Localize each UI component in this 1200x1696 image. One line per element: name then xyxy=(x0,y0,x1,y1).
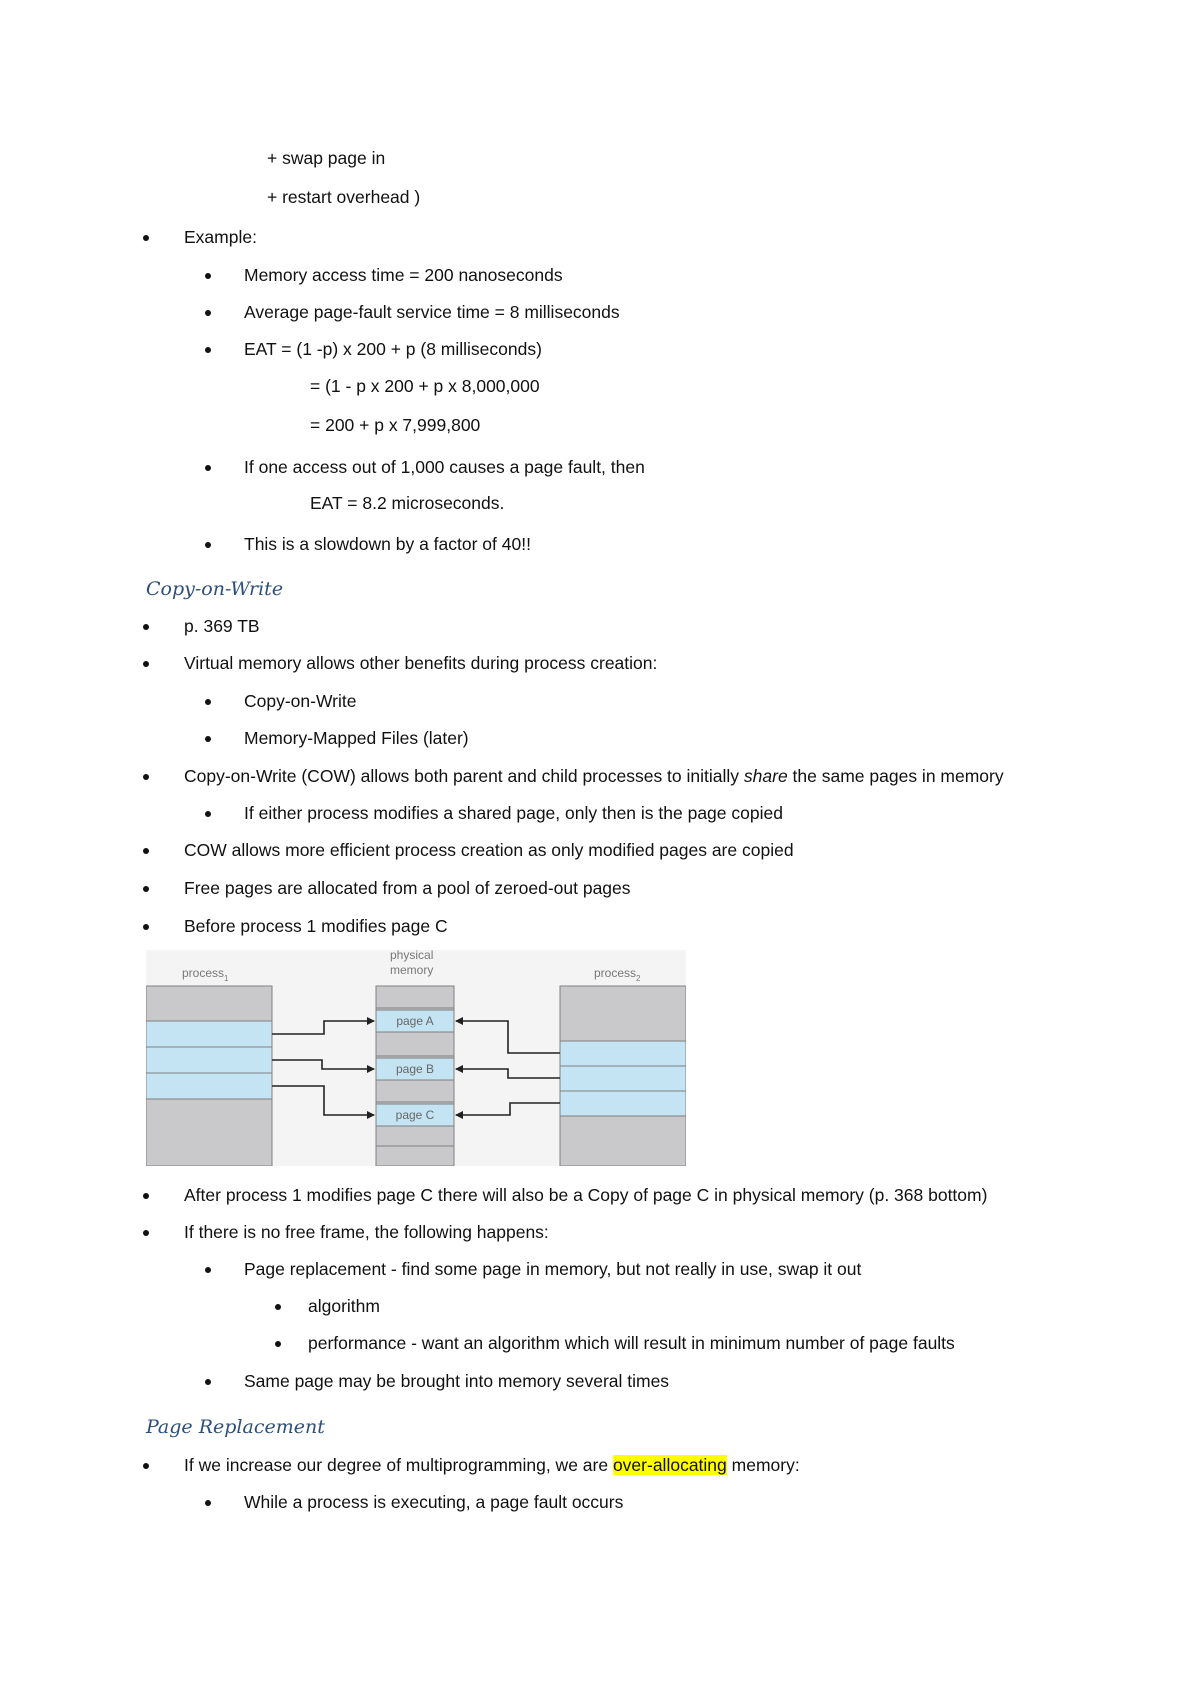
bullet-icon xyxy=(205,1500,211,1506)
eat-formula-text: EAT = (1 -p) x 200 + p (8 milliseconds) xyxy=(244,339,542,359)
process2-page-b xyxy=(560,1066,686,1091)
process1-page-a xyxy=(146,1021,272,1047)
page-c-label: page C xyxy=(395,1108,435,1122)
cow-heading: Copy-on-Write xyxy=(146,578,284,600)
bullet-icon xyxy=(205,736,211,742)
bullet-icon xyxy=(143,1193,149,1199)
bullet-icon xyxy=(205,273,211,279)
cow-diagram xyxy=(146,950,686,1166)
bullet-icon xyxy=(143,924,149,930)
cow-allows-after: the same pages in memory xyxy=(787,766,1004,786)
process2-label: process$_2$ xyxy=(594,966,641,983)
one-in-thousand-text: If one access out of 1,000 causes a page fault, then xyxy=(244,457,645,477)
bullet-icon xyxy=(275,1341,281,1347)
bullet-icon xyxy=(143,774,149,780)
algorithm-text: algorithm xyxy=(308,1296,380,1316)
no-free-frame-text: If there is no free frame, the following happens: xyxy=(184,1222,549,1242)
after-modifies-text: After process 1 modifies page C there will also be a Copy of page C in physical memory (p. 368 bottom) xyxy=(184,1185,988,1205)
cow-allows-before: Copy-on-Write (COW) allows both parent and child processes to initially xyxy=(184,766,744,786)
eat-result: EAT = 8.2 microseconds. xyxy=(310,493,505,513)
example-label: Example: xyxy=(184,227,257,247)
performance-text: performance - want an algorithm which will result in minimum number of page faults xyxy=(308,1333,955,1353)
eat-step-2: = (1 - p x 200 + p x 8,000,000 xyxy=(310,376,540,396)
bullet-icon xyxy=(205,1267,211,1273)
bullet-icon xyxy=(143,624,149,630)
bullet-icon xyxy=(205,811,211,817)
same-page-text: Same page may be brought into memory several times xyxy=(244,1371,670,1391)
bullet-icon xyxy=(275,1304,281,1310)
eat-step-3: = 200 + p x 7,999,800 xyxy=(310,415,481,435)
benefit-mmf-text: Memory-Mapped Files (later) xyxy=(244,728,469,748)
before-modifies-text: Before process 1 modifies page C xyxy=(184,916,448,936)
bullet-icon xyxy=(143,848,149,854)
vm-benefits-text: Virtual memory allows other benefits during process creation: xyxy=(184,653,658,673)
while-executing-text: While a process is executing, a page fault occurs xyxy=(244,1492,624,1512)
process1-page-c xyxy=(146,1073,272,1099)
bullet-icon xyxy=(205,310,211,316)
increase-after: memory: xyxy=(726,1455,800,1475)
physical-memory-label-2: memory xyxy=(390,963,434,977)
bullet-icon xyxy=(205,465,211,471)
fault-service-text: Average page-fault service time = 8 milliseconds xyxy=(244,302,620,322)
bullet-icon xyxy=(205,1379,211,1385)
bullet-icon xyxy=(143,1463,149,1469)
page-a-label: page A xyxy=(396,1014,434,1028)
process2-page-a xyxy=(560,1041,686,1066)
free-pages-text: Free pages are allocated from a pool of zeroed-out pages xyxy=(184,878,631,898)
bullet-icon xyxy=(205,542,211,548)
swap-page-in-line: + swap page in xyxy=(267,148,386,168)
physical-memory-label-1: physical xyxy=(390,950,434,962)
bullet-icon xyxy=(143,886,149,892)
share-emphasis: share xyxy=(743,766,788,786)
bullet-icon xyxy=(143,235,149,241)
process2-page-c xyxy=(560,1091,686,1116)
process1-page-b xyxy=(146,1047,272,1073)
over-allocating-highlight: over-allocating xyxy=(612,1455,727,1475)
if-either-text: If either process modifies a shared page, only then is the page copied xyxy=(244,803,783,823)
page-b-label: page B xyxy=(395,1062,435,1076)
slowdown-text: This is a slowdown by a factor of 40!! xyxy=(244,534,531,554)
memory-access-text: Memory access time = 200 nanoseconds xyxy=(244,265,563,285)
benefit-cow-text: Copy-on-Write xyxy=(244,691,357,711)
bullet-icon xyxy=(143,1230,149,1236)
cow-allows-text xyxy=(184,765,1004,787)
bullet-icon xyxy=(205,699,211,705)
bullet-icon xyxy=(143,661,149,667)
process1-label: process$_1$ xyxy=(182,966,229,983)
bullet-icon xyxy=(205,347,211,353)
efficient-text: COW allows more efficient process creation as only modified pages are copied xyxy=(184,840,794,860)
cow-ref-text: p. 369 TB xyxy=(184,616,260,636)
restart-overhead-line: + restart overhead ) xyxy=(267,187,421,207)
increase-text xyxy=(184,1454,800,1476)
page-replacement-heading: Page Replacement xyxy=(146,1416,325,1438)
increase-before: If we increase our degree of multiprogramming, we are xyxy=(184,1455,613,1475)
page-replacement-text: Page replacement - find some page in memory, but not really in use, swap it out xyxy=(244,1259,862,1279)
